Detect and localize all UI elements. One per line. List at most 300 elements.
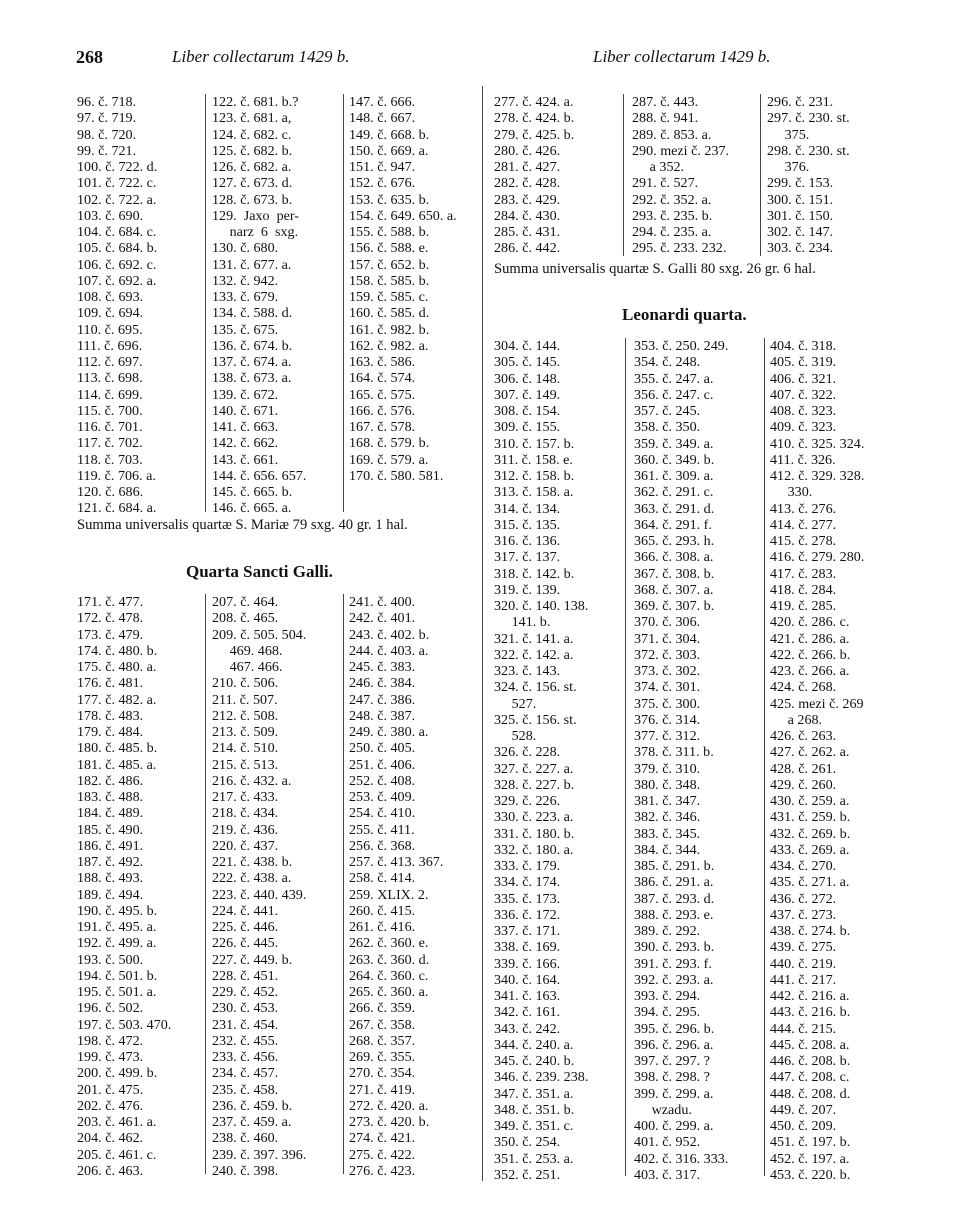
entry-line: 379. č. 310. — [634, 760, 701, 777]
entry-line: 444. č. 215. — [770, 1020, 837, 1037]
entry-line: 175. č. 480. a. — [77, 659, 157, 675]
entry-line: 451. č. 197. b. — [770, 1134, 851, 1151]
entry-line: 236. č. 459. b. — [212, 1097, 293, 1114]
entry-line: 104. č. 684. c. — [77, 224, 157, 240]
entry-line: 205. č. 461. c. — [77, 1146, 157, 1163]
entry-line: 170. č. 580. 581. — [349, 467, 444, 484]
entry-line: 219. č. 436. — [212, 821, 279, 838]
entry-line: 237. č. 459. a. — [212, 1114, 292, 1130]
galli-continued-column-3 — [767, 94, 850, 257]
entry-line: 271. č. 419. — [349, 1081, 416, 1098]
entry-line: 395. č. 296. b. — [634, 1020, 715, 1037]
entry-line: 528. — [494, 728, 537, 744]
entry-line: 108. č. 693. — [77, 289, 144, 305]
entry-line: 417. č. 283. — [770, 565, 837, 582]
entry-line: 139. č. 672. — [212, 386, 279, 403]
entry-line: 371. č. 304. — [634, 630, 701, 647]
entry-line: 383. č. 345. — [634, 825, 701, 842]
entry-line: narz 6 sxg. — [212, 224, 299, 240]
entry-line: 239. č. 397. 396. — [212, 1146, 307, 1163]
entry-line: 194. č. 501. b. — [77, 967, 158, 984]
entry-line: 332. č. 180. a. — [494, 841, 574, 858]
entry-line: a 352. — [632, 159, 685, 175]
entry-line: 308. č. 154. — [494, 403, 561, 419]
entry-line: 426. č. 263. — [770, 728, 837, 744]
entry-line: 447. č. 208. c. — [770, 1069, 850, 1086]
entry-line: 415. č. 278. — [770, 533, 837, 549]
entry-line: 193. č. 500. — [77, 951, 144, 968]
entry-line: 144. č. 656. 657. — [212, 467, 307, 484]
galli-column-1 — [77, 594, 171, 1179]
entry-line: 293. č. 235. b. — [632, 207, 713, 224]
entry-line: 286. č. 442. — [494, 240, 561, 257]
entry-line: 326. č. 228. — [494, 744, 561, 761]
entry-line: 360. č. 349. b. — [634, 451, 715, 468]
leonardi-column-2 — [634, 338, 728, 1183]
entry-line: 224. č. 441. — [212, 902, 279, 919]
entry-line: 102. č. 722. a. — [77, 191, 157, 208]
entry-line: 249. č. 380. a. — [349, 724, 429, 740]
entry-line: 188. č. 493. — [77, 870, 144, 887]
entry-line: 402. č. 316. 333. — [634, 1150, 729, 1167]
entry-line: 285. č. 431. — [494, 224, 561, 240]
entry-line: 359. č. 349. a. — [634, 435, 714, 452]
leonardi-column-1 — [494, 338, 588, 1183]
entry-line: 166. č. 576. — [349, 402, 416, 419]
entry-line: 355. č. 247. a. — [634, 370, 714, 387]
entry-line: 136. č. 674. b. — [212, 337, 293, 354]
galli-column-3 — [349, 594, 443, 1179]
entry-line: 284. č. 430. — [494, 207, 561, 224]
entry-line: 264. č. 360. c. — [349, 967, 429, 984]
entry-line: 207. č. 464. — [212, 594, 279, 610]
galli-continued-column-2 — [632, 94, 729, 257]
entry-line: 453. č. 220. b. — [770, 1166, 851, 1183]
entry-line: 141. b. — [494, 614, 551, 631]
entry-line: 361. č. 309. a. — [634, 468, 714, 484]
entry-line: 386. č. 291. a. — [634, 874, 714, 891]
entry-line: 287. č. 443. — [632, 94, 699, 110]
entry-line: 153. č. 635. b. — [349, 191, 430, 208]
right-running-title: Liber collectarum 1429 b. — [593, 47, 771, 66]
entry-line: 130. č. 680. — [212, 240, 279, 257]
entry-line: 419. č. 285. — [770, 598, 837, 614]
entry-line: 209. č. 505. 504. — [212, 626, 307, 643]
entry-line: 184. č. 489. — [77, 805, 144, 822]
entry-line: 210. č. 506. — [212, 675, 279, 692]
entry-line: 269. č. 355. — [349, 1049, 416, 1065]
entry-line: 428. č. 261. — [770, 760, 837, 777]
entry-line: 348. č. 351. b. — [494, 1101, 575, 1118]
entry-line: 169. č. 579. a. — [349, 451, 429, 468]
entry-line: 103. č. 690. — [77, 207, 144, 224]
entry-line: 367. č. 308. b. — [634, 565, 715, 582]
entry-line: 276. č. 423. — [349, 1162, 416, 1179]
entry-line: 469. 468. — [212, 642, 283, 659]
entry-line: 281. č. 427. — [494, 159, 561, 175]
entry-line: 243. č. 402. b. — [349, 626, 430, 643]
leonardi-column-3 — [770, 338, 864, 1183]
entry-line: 405. č. 319. — [770, 354, 837, 371]
entry-line: 436. č. 272. — [770, 890, 837, 907]
entry-line: 122. č. 681. b.? — [212, 94, 299, 110]
entry-line: 124. č. 682. c. — [212, 126, 292, 143]
entry-line: 256. č. 368. — [349, 837, 416, 854]
column-divider — [205, 94, 206, 512]
entry-line: 429. č. 260. — [770, 776, 837, 793]
left-running-title: Liber collectarum 1429 b. — [172, 47, 350, 66]
entry-line: 391. č. 293. f. — [634, 955, 712, 972]
entry-line: 527. — [494, 695, 537, 712]
entry-line: 212. č. 508. — [212, 707, 279, 724]
entry-line: 323. č. 143. — [494, 663, 561, 679]
entry-line: 317. č. 137. — [494, 549, 561, 566]
entry-line: 408. č. 323. — [770, 403, 837, 419]
entry-line: 159. č. 585. c. — [349, 289, 429, 305]
entry-line: 119. č. 706. a. — [77, 467, 156, 484]
entry-line: 138. č. 673. a. — [212, 370, 292, 387]
entry-line: 277. č. 424. a. — [494, 94, 574, 110]
entry-line: 342. č. 161. — [494, 1004, 561, 1021]
entry-line: 197. č. 503. 470. — [77, 1016, 172, 1033]
entry-line: 337. č. 171. — [494, 923, 561, 939]
entry-line: 282. č. 428. — [494, 175, 561, 192]
entry-line: 141. č. 663. — [212, 419, 279, 435]
entry-line: 294. č. 235. a. — [632, 224, 712, 240]
entry-line: 370. č. 306. — [634, 614, 701, 631]
entry-line: 322. č. 142. a. — [494, 646, 574, 663]
entry-line: 233. č. 456. — [212, 1049, 279, 1065]
entry-line: 431. č. 259. b. — [770, 809, 851, 826]
entry-line: 321. č. 141. a. — [494, 630, 574, 647]
entry-line: 392. č. 293. a. — [634, 971, 714, 988]
entry-line: 409. č. 323. — [770, 419, 837, 436]
entry-line: 296. č. 231. — [767, 94, 834, 110]
entry-line: 302. č. 147. — [767, 224, 834, 240]
entry-line: 390. č. 293. b. — [634, 939, 715, 956]
entry-line: 278. č. 424. b. — [494, 110, 575, 127]
entry-line: 156. č. 588. e. — [349, 240, 429, 257]
entry-line: 351. č. 253. a. — [494, 1150, 574, 1167]
entry-line: 259. XLIX. 2. — [349, 886, 429, 903]
entry-line: 334. č. 174. — [494, 874, 561, 891]
entry-line: 231. č. 454. — [212, 1016, 279, 1033]
entry-line: 110. č. 695. — [77, 321, 143, 338]
entry-line: 151. č. 947. — [349, 159, 416, 175]
entry-line: 215. č. 513. — [212, 756, 279, 773]
entry-line: 266. č. 359. — [349, 1000, 416, 1017]
entry-line: 315. č. 135. — [494, 516, 561, 533]
entry-line: 311. č. 158. e. — [494, 451, 573, 468]
entry-line: 298. č. 230. st. — [767, 142, 850, 159]
entry-line: 135. č. 675. — [212, 321, 279, 338]
entry-line: 99. č. 721. — [77, 142, 137, 159]
entry-line: 134. č. 588. d. — [212, 305, 293, 322]
entry-line: 292. č. 352. a. — [632, 191, 712, 208]
entry-line: 435. č. 271. a. — [770, 874, 850, 891]
entry-line: 238. č. 460. — [212, 1130, 279, 1147]
entry-line: 376. č. 314. — [634, 711, 701, 728]
entry-line: 325. č. 156. st. — [494, 711, 577, 728]
entry-line: 404. č. 318. — [770, 338, 837, 354]
entry-line: 380. č. 348. — [634, 776, 701, 793]
entry-line: 198. č. 472. — [77, 1032, 144, 1049]
entry-line: 155. č. 588. b. — [349, 224, 430, 240]
entry-line: 173. č. 479. — [77, 626, 144, 643]
mariae-column-2 — [212, 94, 306, 517]
entry-line: 148. č. 667. — [349, 110, 416, 127]
entry-line: 328. č. 227. b. — [494, 776, 575, 793]
entry-line: 251. č. 406. — [349, 756, 416, 773]
entry-line: 384. č. 344. — [634, 841, 701, 858]
entry-line: 245. č. 383. — [349, 659, 416, 675]
entry-line: 439. č. 275. — [770, 939, 837, 956]
entry-line: 290. mezi č. 237. — [632, 142, 730, 159]
entry-line: 123. č. 681. a, — [212, 110, 292, 127]
entry-line: 202. č. 476. — [77, 1097, 144, 1114]
entry-line: 412. č. 329. 328. — [770, 468, 865, 484]
entry-line: 443. č. 216. b. — [770, 1004, 851, 1021]
entry-line: 225. č. 446. — [212, 919, 279, 935]
entry-line: 425. mezi č. 269 — [770, 695, 864, 712]
entry-line: 222. č. 438. a. — [212, 870, 292, 887]
entry-line: 346. č. 239. 238. — [494, 1069, 589, 1086]
entry-line: 363. č. 291. d. — [634, 500, 715, 517]
entry-line: 421. č. 286. a. — [770, 630, 850, 647]
entry-line: 191. č. 495. a. — [77, 919, 157, 935]
entry-line: 206. č. 463. — [77, 1162, 144, 1179]
entry-line: 234. č. 457. — [212, 1065, 279, 1082]
entry-line: 388. č. 293. e. — [634, 906, 714, 923]
entry-line: 114. č. 699. — [77, 386, 143, 403]
entry-line: 118. č. 703. — [77, 451, 143, 468]
entry-line: 255. č. 411. — [349, 821, 415, 838]
entry-line: 253. č. 409. — [349, 789, 416, 805]
entry-line: 352. č. 251. — [494, 1166, 561, 1183]
entry-line: 174. č. 480. b. — [77, 642, 158, 659]
mariae-column-3 — [349, 94, 457, 484]
entry-line: 288. č. 941. — [632, 110, 699, 127]
entry-line: 416. č. 279. 280. — [770, 549, 865, 566]
entry-line: 268. č. 357. — [349, 1032, 416, 1049]
entry-line: 261. č. 416. — [349, 919, 416, 935]
entry-line: 318. č. 142. b. — [494, 565, 575, 582]
page-number: 268 — [76, 47, 103, 67]
entry-line: 171. č. 477. — [77, 594, 144, 610]
entry-line: 220. č. 437. — [212, 837, 279, 854]
entry-line: 201. č. 475. — [77, 1081, 144, 1098]
entry-line: 126. č. 682. a. — [212, 159, 292, 175]
entry-line: a 268. — [770, 711, 823, 728]
entry-line: 273. č. 420. b. — [349, 1114, 430, 1130]
summa-mariae: Summa universalis quartæ S. Mariæ 79 sxg. 40 gr. 1 hal. — [77, 517, 408, 533]
entry-line: 357. č. 245. — [634, 403, 701, 419]
entry-line: 125. č. 682. b. — [212, 142, 293, 159]
entry-line: 181. č. 485. a. — [77, 756, 157, 773]
entry-line: 364. č. 291. f. — [634, 516, 712, 533]
entry-line: 106. č. 692. c. — [77, 256, 157, 273]
entry-line: 427. č. 262. a. — [770, 744, 850, 761]
entry-line: 248. č. 387. — [349, 707, 416, 724]
entry-line: 432. č. 269. b. — [770, 825, 851, 842]
entry-line: 306. č. 148. — [494, 370, 561, 387]
entry-line: 167. č. 578. — [349, 419, 416, 435]
entry-line: 393. č. 294. — [634, 988, 701, 1004]
entry-line: 289. č. 853. a. — [632, 126, 712, 143]
entry-line: 312. č. 158. b. — [494, 468, 575, 484]
entry-line: 128. č. 673. b. — [212, 191, 293, 208]
entry-line: 100. č. 722. d. — [77, 159, 158, 175]
entry-line: 195. č. 501. a. — [77, 984, 157, 1000]
entry-line: 172. č. 478. — [77, 610, 144, 627]
entry-line: 154. č. 649. 650. a. — [349, 207, 457, 224]
column-divider — [623, 94, 624, 256]
entry-line: 330. č. 223. a. — [494, 809, 574, 826]
entry-line: 400. č. 299. a. — [634, 1118, 714, 1134]
entry-line: 196. č. 502. — [77, 1000, 144, 1017]
entry-line: 275. č. 422. — [349, 1146, 416, 1163]
entry-line: 333. č. 179. — [494, 858, 561, 874]
entry-line: 254. č. 410. — [349, 805, 416, 822]
entry-line: 424. č. 268. — [770, 679, 837, 696]
entry-line: 218. č. 434. — [212, 805, 279, 822]
entry-line: 420. č. 286. c. — [770, 614, 850, 631]
entry-line: 150. č. 669. a. — [349, 142, 429, 159]
entry-line: 330. — [770, 484, 813, 501]
entry-line: 422. č. 266. b. — [770, 646, 851, 663]
entry-line: 230. č. 453. — [212, 1000, 279, 1017]
entry-line: 192. č. 499. a. — [77, 935, 157, 952]
entry-line: 272. č. 420. a. — [349, 1097, 429, 1114]
galli-column-2 — [212, 594, 306, 1179]
entry-line: 178. č. 483. — [77, 707, 144, 724]
entry-line: 189. č. 494. — [77, 886, 144, 903]
entry-line: 369. č. 307. b. — [634, 598, 715, 614]
entry-line: 329. č. 226. — [494, 793, 561, 809]
entry-line: 336. č. 172. — [494, 906, 561, 923]
entry-line: 127. č. 673. d. — [212, 175, 293, 192]
entry-line: 158. č. 585. b. — [349, 272, 430, 289]
entry-line: 228. č. 451. — [212, 967, 279, 984]
entry-line: 350. č. 254. — [494, 1134, 561, 1151]
entry-line: 399. č. 299. a. — [634, 1085, 714, 1102]
entry-line: 216. č. 432. a. — [212, 772, 292, 789]
entry-line: 214. č. 510. — [212, 740, 279, 757]
entry-line: 129. Jaxo per- — [212, 207, 299, 224]
entry-line: 252. č. 408. — [349, 772, 416, 789]
entry-line: 437. č. 273. — [770, 906, 837, 923]
entry-line: 366. č. 308. a. — [634, 549, 714, 566]
entry-line: 394. č. 295. — [634, 1004, 701, 1021]
entry-line: 200. č. 499. b. — [77, 1065, 158, 1082]
section-title-galli: Quarta Sancti Galli. — [186, 562, 333, 581]
entry-line: 385. č. 291. b. — [634, 858, 715, 874]
entry-line: 389. č. 292. — [634, 923, 701, 939]
entry-line: 397. č. 297. ? — [634, 1053, 710, 1069]
entry-line: 257. č. 413. 367. — [349, 854, 444, 870]
entry-line: 410. č. 325. 324. — [770, 435, 865, 452]
entry-line: 242. č. 401. — [349, 610, 416, 627]
entry-line: 295. č. 233. 232. — [632, 240, 727, 257]
entry-line: 232. č. 455. — [212, 1032, 279, 1049]
entry-line: 303. č. 234. — [767, 240, 834, 257]
entry-line: 446. č. 208. b. — [770, 1053, 851, 1069]
column-divider — [625, 338, 626, 1176]
entry-line: 262. č. 360. e. — [349, 935, 429, 952]
entry-line: 267. č. 358. — [349, 1016, 416, 1033]
entry-line: 418. č. 284. — [770, 581, 837, 598]
entry-line: 179. č. 484. — [77, 724, 144, 740]
entry-line: 265. č. 360. a. — [349, 984, 429, 1000]
entry-line: 221. č. 438. b. — [212, 854, 293, 870]
entry-line: 283. č. 429. — [494, 191, 561, 208]
entry-line: 313. č. 158. a. — [494, 484, 574, 501]
entry-line: 331. č. 180. b. — [494, 825, 575, 842]
entry-line: 161. č. 982. b. — [349, 321, 430, 338]
column-divider — [205, 594, 206, 1174]
entry-line: 112. č. 697. — [77, 354, 143, 370]
entry-line: 387. č. 293. d. — [634, 890, 715, 907]
entry-line: 423. č. 266. a. — [770, 663, 850, 679]
entry-line: 109. č. 694. — [77, 305, 144, 322]
entry-line: 445. č. 208. a. — [770, 1036, 850, 1053]
entry-line: 270. č. 354. — [349, 1065, 416, 1082]
entry-line: 142. č. 662. — [212, 435, 279, 452]
galli-continued-column-1 — [494, 94, 574, 257]
entry-line: 349. č. 351. c. — [494, 1118, 574, 1134]
entry-line: 335. č. 173. — [494, 890, 561, 907]
entry-line: 143. č. 661. — [212, 451, 279, 468]
entry-line: 180. č. 485. b. — [77, 740, 158, 757]
entry-line: 375. — [767, 126, 810, 143]
entry-line: 217. č. 433. — [212, 789, 279, 805]
entry-line: 96. č. 718. — [77, 94, 137, 110]
entry-line: 441. č. 217. — [770, 971, 837, 988]
entry-line: 344. č. 240. a. — [494, 1036, 574, 1053]
entry-line: 145. č. 665. b. — [212, 484, 293, 500]
entry-line: 183. č. 488. — [77, 789, 144, 805]
entry-line: 226. č. 445. — [212, 935, 279, 952]
entry-line: 438. č. 274. b. — [770, 923, 851, 939]
column-divider — [760, 94, 761, 256]
page-gutter-line — [482, 86, 483, 1181]
entry-line: 450. č. 209. — [770, 1118, 837, 1134]
entry-line: 274. č. 421. — [349, 1130, 416, 1147]
entry-line: 97. č. 719. — [77, 110, 137, 127]
column-divider — [764, 338, 765, 1176]
entry-line: 362. č. 291. c. — [634, 484, 714, 501]
entry-line: 376. — [767, 159, 810, 175]
entry-line: 340. č. 164. — [494, 971, 561, 988]
entry-line: 396. č. 296. a. — [634, 1036, 714, 1053]
entry-line: 343. č. 242. — [494, 1020, 561, 1037]
entry-line: 353. č. 250. 249. — [634, 338, 729, 354]
entry-line: 373. č. 302. — [634, 663, 701, 679]
entry-line: 354. č. 248. — [634, 354, 701, 371]
entry-line: 240. č. 398. — [212, 1162, 279, 1179]
entry-line: 227. č. 449. b. — [212, 951, 293, 968]
entry-line: 301. č. 150. — [767, 207, 834, 224]
entry-line: 440. č. 219. — [770, 955, 837, 972]
entry-line: 372. č. 303. — [634, 646, 701, 663]
entry-line: 164. č. 574. — [349, 370, 416, 387]
column-divider — [343, 94, 344, 512]
entry-line: 291. č. 527. — [632, 175, 699, 192]
entry-line: 133. č. 679. — [212, 289, 279, 305]
entry-line: 324. č. 156. st. — [494, 679, 577, 696]
entry-line: 378. č. 311. b. — [634, 744, 714, 761]
entry-line: 163. č. 586. — [349, 354, 416, 370]
